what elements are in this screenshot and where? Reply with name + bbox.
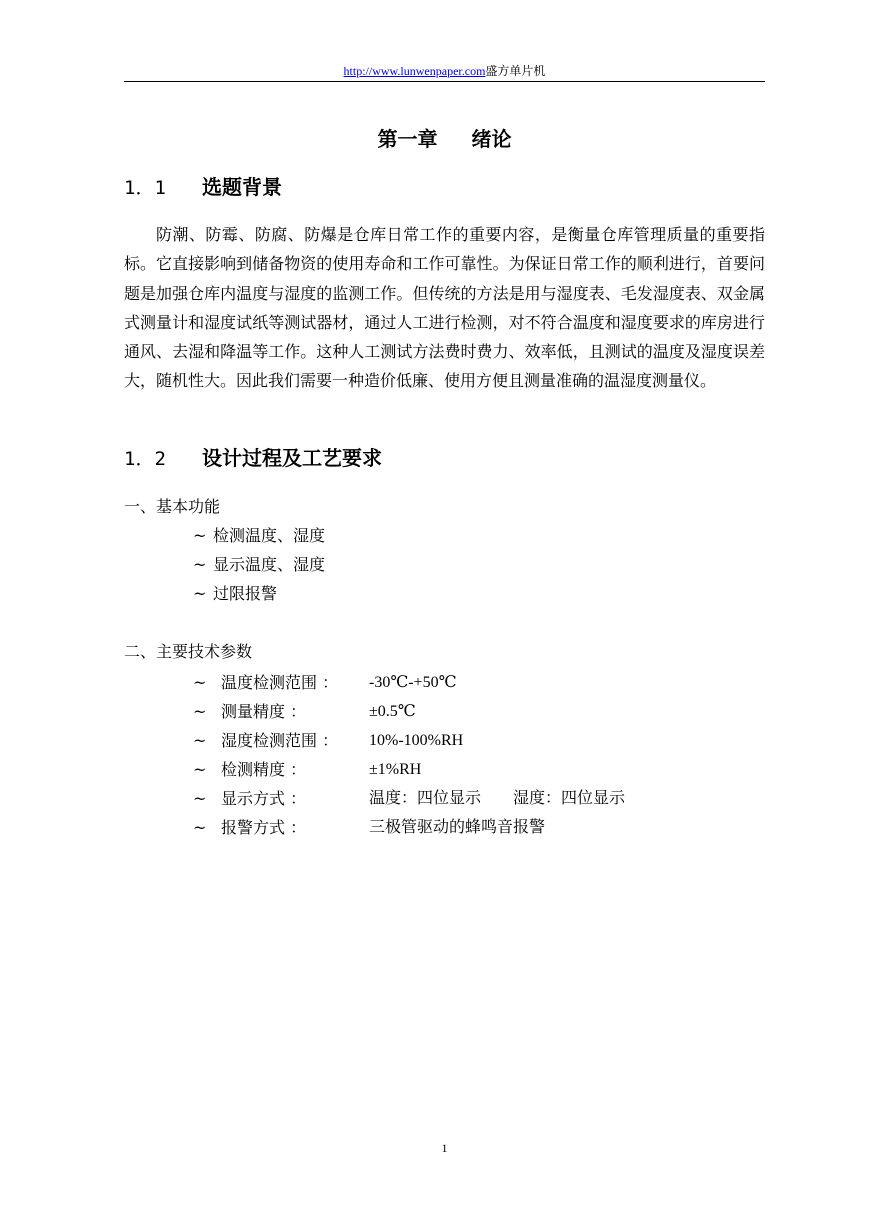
tilde-bullet: ~ (193, 526, 207, 545)
tilde-bullet: ~ (193, 702, 207, 721)
param-row (193, 758, 765, 782)
page-header (124, 62, 765, 80)
param-row (193, 729, 765, 753)
param-label: 湿度检测范围 ： (221, 731, 339, 750)
param-label: 检测精度 ： (221, 760, 307, 779)
list-item (193, 582, 277, 606)
section-number: 1．1 (124, 177, 166, 199)
tilde-bullet: ~ (193, 555, 207, 574)
basic-functions-heading: 一、基本功能 (124, 497, 221, 516)
tilde-bullet: ~ (193, 818, 207, 837)
chapter-number: 第一章 (377, 127, 438, 151)
list-item-text: 过限报警 (213, 584, 278, 603)
param-row (193, 700, 765, 724)
header-link[interactable]: http://www.lunwenpaper.com (343, 64, 486, 78)
param-label: 显示方式 ： (221, 789, 307, 808)
param-row (193, 671, 765, 695)
paragraph-text: 防潮、防霉、防腐、防爆是仓库日常工作的重要内容，是衡量仓库管理质量的重要指标。它直接影响到储备物资的使用寿命和工作可靠性。为保证日常工作的顺利进行，首要问题是加强仓库内温度与湿度的监测工作。但传统的方法是用与湿度表、毛发湿度表、双金属式测量计和湿度试纸等测试器材，通过人工进行检测，对不符合温度和湿度要求的库房进行通风、去湿和降温等工作。这种人工测试方法费时费力、效率低，且测试的温度及湿度误差大，随机性大。因此我们需要一种造价低廉、使用方便且测量准确的温湿度测量仪。 (124, 225, 765, 391)
page-number: 1 (441, 1141, 448, 1155)
background-paragraph (124, 220, 765, 396)
section-heading-1-1 (124, 172, 282, 202)
param-label: 报警方式 ： (221, 818, 307, 837)
param-value: -30℃-+50℃ (369, 674, 457, 691)
section-heading-1-2 (124, 443, 382, 473)
param-value: 10%-100%RH (369, 732, 464, 749)
param-value: ±0.5℃ (369, 703, 416, 720)
param-row (193, 787, 765, 811)
tilde-bullet: ~ (193, 584, 207, 603)
tilde-bullet: ~ (193, 673, 207, 692)
tilde-bullet: ~ (193, 760, 207, 779)
header-rule (124, 81, 765, 82)
header-site-name: 盛方单片机 (485, 64, 546, 78)
chapter-title (124, 124, 765, 154)
param-value: 温度：四位显示 湿度：四位显示 (369, 790, 626, 807)
param-value: 三极管驱动的蜂鸣音报警 (369, 819, 546, 836)
list-item-text: 显示温度、湿度 (213, 555, 326, 574)
section-title: 选题背景 (202, 175, 282, 199)
section-number: 1．2 (124, 448, 166, 470)
param-label: 温度检测范围 ： (221, 673, 339, 692)
list-item (193, 524, 325, 548)
param-label: 测量精度 ： (221, 702, 307, 721)
param-value: ±1%RH (369, 761, 422, 778)
section-title: 设计过程及工艺要求 (202, 446, 382, 470)
param-row (193, 816, 765, 840)
chapter-name: 绪论 (471, 127, 512, 151)
list-item (193, 553, 325, 577)
list-item-text: 检测温度、湿度 (213, 526, 326, 545)
tech-params-heading: 二、主要技术参数 (124, 642, 253, 661)
tilde-bullet: ~ (193, 789, 207, 808)
tilde-bullet: ~ (193, 731, 207, 750)
